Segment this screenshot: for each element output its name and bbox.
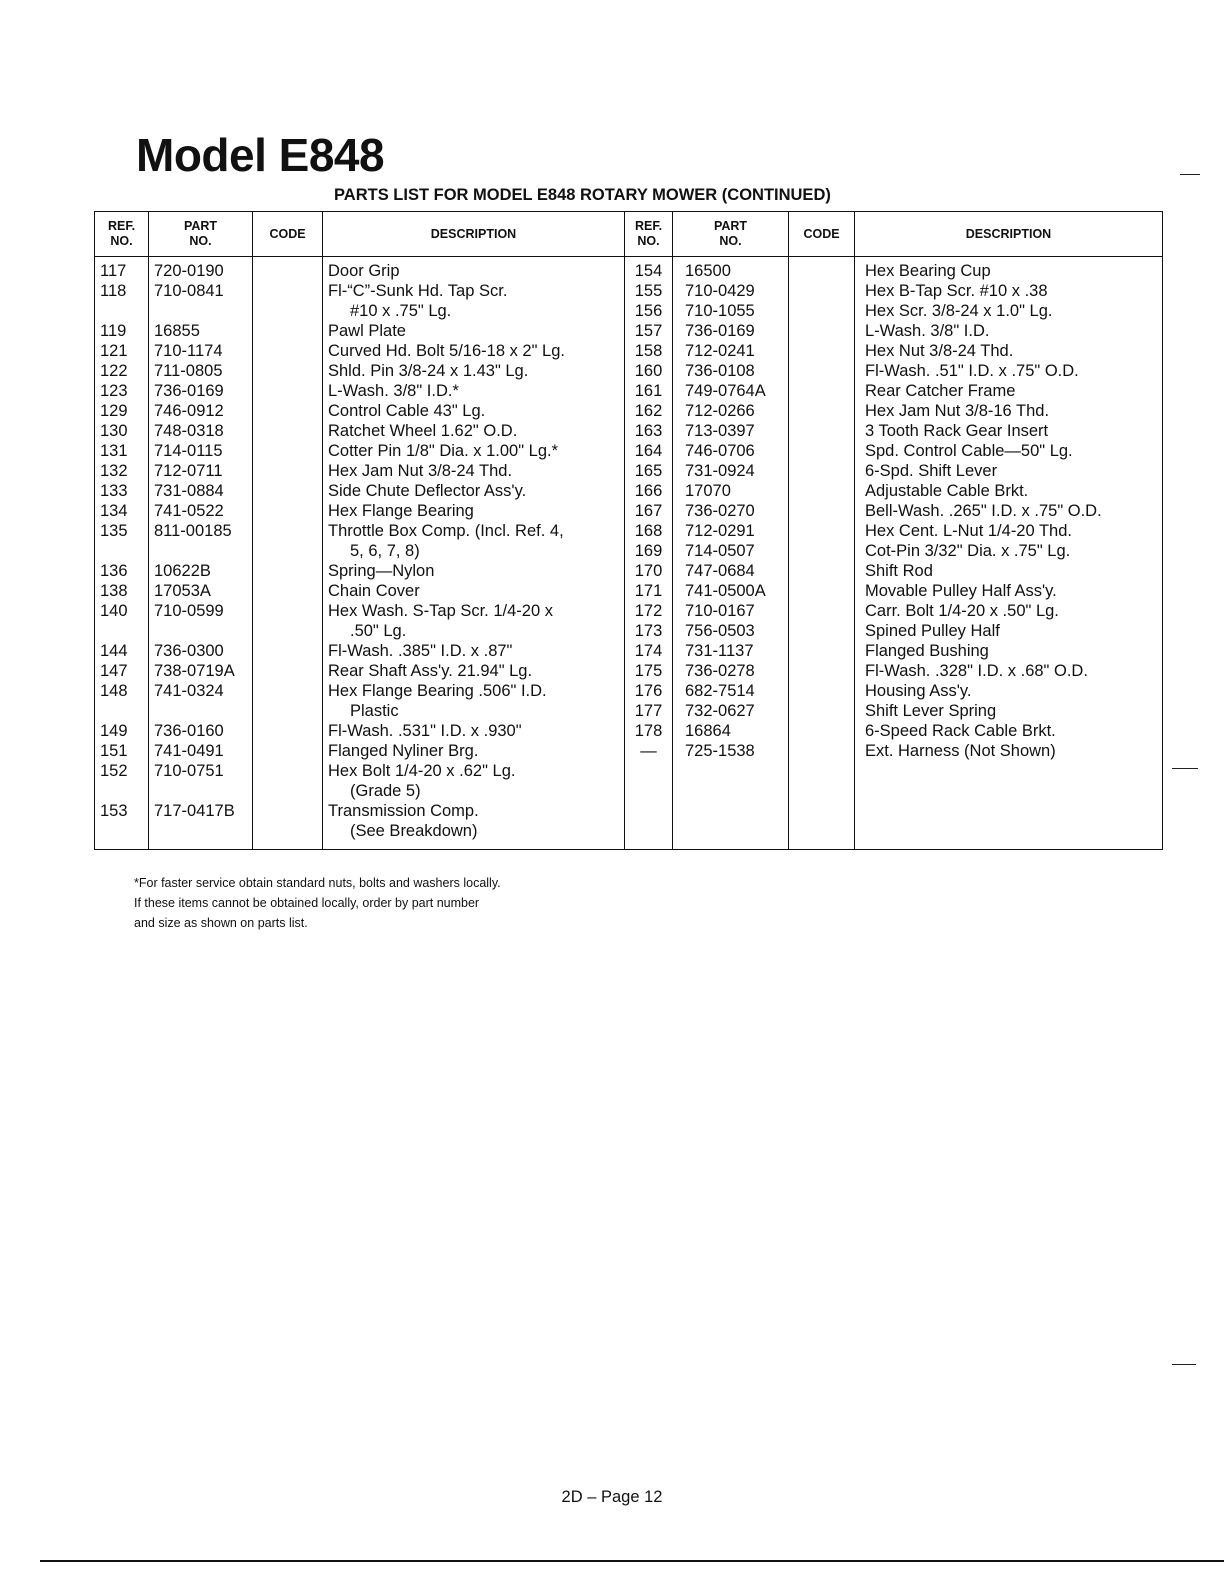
model-title: Model E848 (136, 129, 385, 181)
left-code-column (253, 257, 323, 850)
description: Plastic (350, 702, 399, 720)
ref-no: 135 (100, 522, 128, 540)
description: Fl-Wash. .385" I.D. x .87" (328, 642, 513, 660)
part-no: 714-0115 (154, 442, 223, 460)
description: Side Chute Deflector Ass'y. (328, 482, 527, 500)
part-no: 736-0270 (685, 502, 755, 520)
header-description: DESCRIPTION (323, 212, 625, 257)
part-no: 717-0417B (154, 802, 235, 820)
ref-no: 136 (100, 562, 128, 580)
part-no: 712-0291 (685, 522, 755, 540)
description: Shift Rod (865, 562, 933, 580)
part-no: 741-0491 (154, 742, 224, 760)
part-no: 736-0278 (685, 662, 755, 680)
ref-no: 173 (634, 622, 663, 640)
ref-no: 117 (100, 262, 127, 280)
spacer (154, 301, 252, 321)
header-part-no-2: PART NO. (673, 212, 789, 257)
margin-mark (1172, 1364, 1196, 1365)
part-no: 811-00185 (154, 522, 232, 540)
part-no: 710-1055 (685, 302, 755, 320)
ref-no: 147 (100, 662, 128, 680)
ref-no: 134 (100, 502, 128, 520)
description: Cot-Pin 3/32" Dia. x .75" Lg. (865, 542, 1071, 560)
description: Cotter Pin 1/8" Dia. x 1.00" Lg.* (328, 442, 559, 460)
ref-no: 178 (634, 722, 663, 740)
part-no: 732-0627 (685, 702, 755, 720)
part-no: 741-0500A (685, 582, 766, 600)
ref-no: 172 (634, 602, 663, 620)
description: 6-Spd. Shift Lever (865, 462, 998, 480)
part-no: 731-0924 (685, 462, 755, 480)
description: Hex Scr. 3/8-24 x 1.0" Lg. (865, 302, 1053, 320)
part-no: 736-0160 (154, 722, 224, 740)
part-no: 736-0169 (685, 322, 755, 340)
part-no: 731-1137 (685, 642, 754, 660)
margin-mark (1180, 174, 1200, 175)
ref-no: 169 (634, 542, 663, 560)
part-no: 756-0503 (685, 622, 755, 640)
header-ref-no-2: REF. NO. (625, 212, 673, 257)
description: Hex B-Tap Scr. #10 x .38 (865, 282, 1048, 300)
description: Chain Cover (328, 582, 420, 600)
spacer (100, 821, 148, 841)
spacer (154, 701, 252, 721)
part-no: 720-0190 (154, 262, 224, 280)
description: Fl-Wash. .531" I.D. x .930" (328, 722, 522, 740)
parts-list-subtitle: PARTS LIST FOR MODEL E848 ROTARY MOWER (CONTINUED) (334, 186, 831, 204)
part-no: 710-0429 (685, 282, 755, 300)
part-no: 17053A (154, 582, 211, 600)
description: Hex Jam Nut 3/8-24 Thd. (328, 462, 513, 480)
footnote-line: and size as shown on parts list. (134, 916, 308, 930)
ref-no: — (640, 742, 657, 760)
part-no: 731-0884 (154, 482, 224, 500)
margin-mark (1172, 768, 1198, 769)
description: Hex Bearing Cup (865, 262, 991, 280)
part-no: 711-0805 (154, 362, 223, 380)
spacer (100, 301, 148, 321)
part-no: 17070 (685, 482, 731, 500)
left-ref-column (95, 257, 149, 850)
spacer (100, 781, 148, 801)
part-no: 741-0324 (154, 682, 224, 700)
ref-no: 177 (634, 702, 663, 720)
spacer (100, 541, 148, 561)
description: (See Breakdown) (350, 822, 478, 840)
left-description-column (323, 257, 625, 850)
part-no: 712-0241 (685, 342, 755, 360)
description: Fl-“C”-Sunk Hd. Tap Scr. (328, 282, 508, 300)
part-no: 714-0507 (685, 542, 755, 560)
ref-no: 152 (100, 762, 128, 780)
ref-no: 157 (634, 322, 663, 340)
part-no: 738-0719A (154, 662, 235, 680)
description: Hex Cent. L-Nut 1/4-20 Thd. (865, 522, 1072, 540)
ref-no: 119 (100, 322, 127, 340)
ref-no: 130 (100, 422, 128, 440)
description: Hex Nut 3/8-24 Thd. (865, 342, 1014, 360)
page-number: 2D – Page 12 (561, 1488, 663, 1506)
spacer (100, 621, 148, 641)
ref-no: 167 (634, 502, 663, 520)
ref-no: 163 (634, 422, 663, 440)
ref-no: 162 (634, 402, 663, 420)
description: Pawl Plate (328, 322, 406, 340)
table-row (95, 257, 1163, 850)
part-no: 746-0912 (154, 402, 224, 420)
header-description-2: DESCRIPTION (855, 212, 1163, 257)
spacer (154, 541, 252, 561)
right-code-column (789, 257, 855, 850)
parts-table (94, 211, 1163, 850)
part-no: 736-0300 (154, 642, 224, 660)
spacer (100, 701, 148, 721)
part-no: 710-0751 (154, 762, 224, 780)
ref-no: 164 (634, 442, 663, 460)
bottom-rule (40, 1560, 1224, 1562)
ref-no: 158 (634, 342, 663, 360)
footnote-line: *For faster service obtain standard nuts, bolts and washers locally. (134, 876, 501, 890)
ref-no: 118 (100, 282, 127, 300)
ref-no: 131 (100, 442, 128, 460)
description: Movable Pulley Half Ass'y. (865, 582, 1057, 600)
description: Fl-Wash. .328" I.D. x .68" O.D. (865, 662, 1088, 680)
description: Hex Flange Bearing (328, 502, 474, 520)
ref-no: 170 (634, 562, 663, 580)
part-no: 10622B (154, 562, 211, 580)
part-no: 710-0167 (685, 602, 755, 620)
description: Flanged Bushing (865, 642, 989, 660)
right-description-column (855, 257, 1163, 850)
left-part-column (149, 257, 253, 850)
description: Hex Flange Bearing .506" I.D. (328, 682, 547, 700)
part-no: 16864 (685, 722, 731, 740)
part-no: 16500 (685, 262, 731, 280)
description: Flanged Nyliner Brg. (328, 742, 479, 760)
description: Curved Hd. Bolt 5/16-18 x 2" Lg. (328, 342, 565, 360)
part-no: 725-1538 (685, 742, 755, 760)
ref-no: 168 (634, 522, 663, 540)
part-no: 710-1174 (154, 342, 223, 360)
header-part-no: PART NO. (149, 212, 253, 257)
description: Door Grip (328, 262, 400, 280)
description: 6-Speed Rack Cable Brkt. (865, 722, 1056, 740)
ref-no: 151 (100, 742, 128, 760)
ref-no: 122 (100, 362, 128, 380)
description: Spd. Control Cable—50" Lg. (865, 442, 1073, 460)
ref-no: 123 (100, 382, 128, 400)
ref-no: 154 (634, 262, 663, 280)
ref-no: 144 (100, 642, 128, 660)
description: Control Cable 43" Lg. (328, 402, 486, 420)
description: Hex Bolt 1/4-20 x .62" Lg. (328, 762, 516, 780)
parts-table-header (95, 212, 1163, 257)
part-no: 682-7514 (685, 682, 755, 700)
part-no: 712-0711 (154, 462, 223, 480)
header-code-2: CODE (789, 212, 855, 257)
part-no: 710-0599 (154, 602, 224, 620)
ref-no: 166 (634, 482, 663, 500)
spacer (154, 821, 252, 841)
description: Fl-Wash. .51" I.D. x .75" O.D. (865, 362, 1079, 380)
ref-no: 148 (100, 682, 128, 700)
description: Rear Catcher Frame (865, 382, 1016, 400)
ref-no: 156 (634, 302, 663, 320)
description: Carr. Bolt 1/4-20 x .50" Lg. (865, 602, 1059, 620)
ref-no: 129 (100, 402, 128, 420)
description: #10 x .75" Lg. (350, 302, 452, 320)
ref-no: 140 (100, 602, 128, 620)
ref-no: 149 (100, 722, 128, 740)
description: Bell-Wash. .265" I.D. x .75" O.D. (865, 502, 1102, 520)
part-no: 748-0318 (154, 422, 224, 440)
part-no: 16855 (154, 322, 200, 340)
description: Housing Ass'y. (865, 682, 972, 700)
description: Transmission Comp. (328, 802, 479, 820)
description: L-Wash. 3/8" I.D. (865, 322, 990, 340)
part-no: 712-0266 (685, 402, 755, 420)
description: Spined Pulley Half (865, 622, 1000, 640)
right-part-column (673, 257, 789, 850)
spacer (154, 621, 252, 641)
part-no: 741-0522 (154, 502, 224, 520)
ref-no: 138 (100, 582, 128, 600)
part-no: 710-0841 (154, 282, 224, 300)
description: Adjustable Cable Brkt. (865, 482, 1029, 500)
description: Hex Wash. S-Tap Scr. 1/4-20 x (328, 602, 553, 620)
description: L-Wash. 3/8" I.D.* (328, 382, 459, 400)
ref-no: 161 (634, 382, 663, 400)
part-no: 747-0684 (685, 562, 755, 580)
ref-no: 174 (634, 642, 663, 660)
description: Ratchet Wheel 1.62" O.D. (328, 422, 518, 440)
description: .50" Lg. (350, 622, 407, 640)
part-no: 736-0108 (685, 362, 755, 380)
spacer (154, 781, 252, 801)
part-no: 713-0397 (685, 422, 755, 440)
description: Hex Jam Nut 3/8-16 Thd. (865, 402, 1050, 420)
part-no: 736-0169 (154, 382, 224, 400)
description: Spring—Nylon (328, 562, 435, 580)
ref-no: 175 (634, 662, 663, 680)
description: Throttle Box Comp. (Incl. Ref. 4, (328, 522, 564, 540)
header-code: CODE (253, 212, 323, 257)
header-ref-no: REF. NO. (95, 212, 149, 257)
description: Rear Shaft Ass'y. 21.94" Lg. (328, 662, 533, 680)
ref-no: 176 (634, 682, 663, 700)
description: Ext. Harness (Not Shown) (865, 742, 1056, 760)
ref-no: 160 (634, 362, 663, 380)
ref-no: 165 (634, 462, 663, 480)
footnote-line: If these items cannot be obtained locally, order by part number (134, 896, 480, 910)
right-ref-column (625, 257, 673, 850)
ref-no: 155 (634, 282, 663, 300)
part-no: 749-0764A (685, 382, 766, 400)
ref-no: 121 (100, 342, 128, 360)
ref-no: 133 (100, 482, 128, 500)
description: (Grade 5) (350, 782, 421, 800)
part-no: 746-0706 (685, 442, 755, 460)
footnote (134, 873, 501, 933)
description: Shift Lever Spring (865, 702, 997, 720)
ref-no: 132 (100, 462, 128, 480)
ref-no: 153 (100, 802, 128, 820)
description: Shld. Pin 3/8-24 x 1.43" Lg. (328, 362, 529, 380)
description: 5, 6, 7, 8) (350, 542, 420, 560)
ref-no: 171 (634, 582, 663, 600)
description: 3 Tooth Rack Gear Insert (865, 422, 1049, 440)
